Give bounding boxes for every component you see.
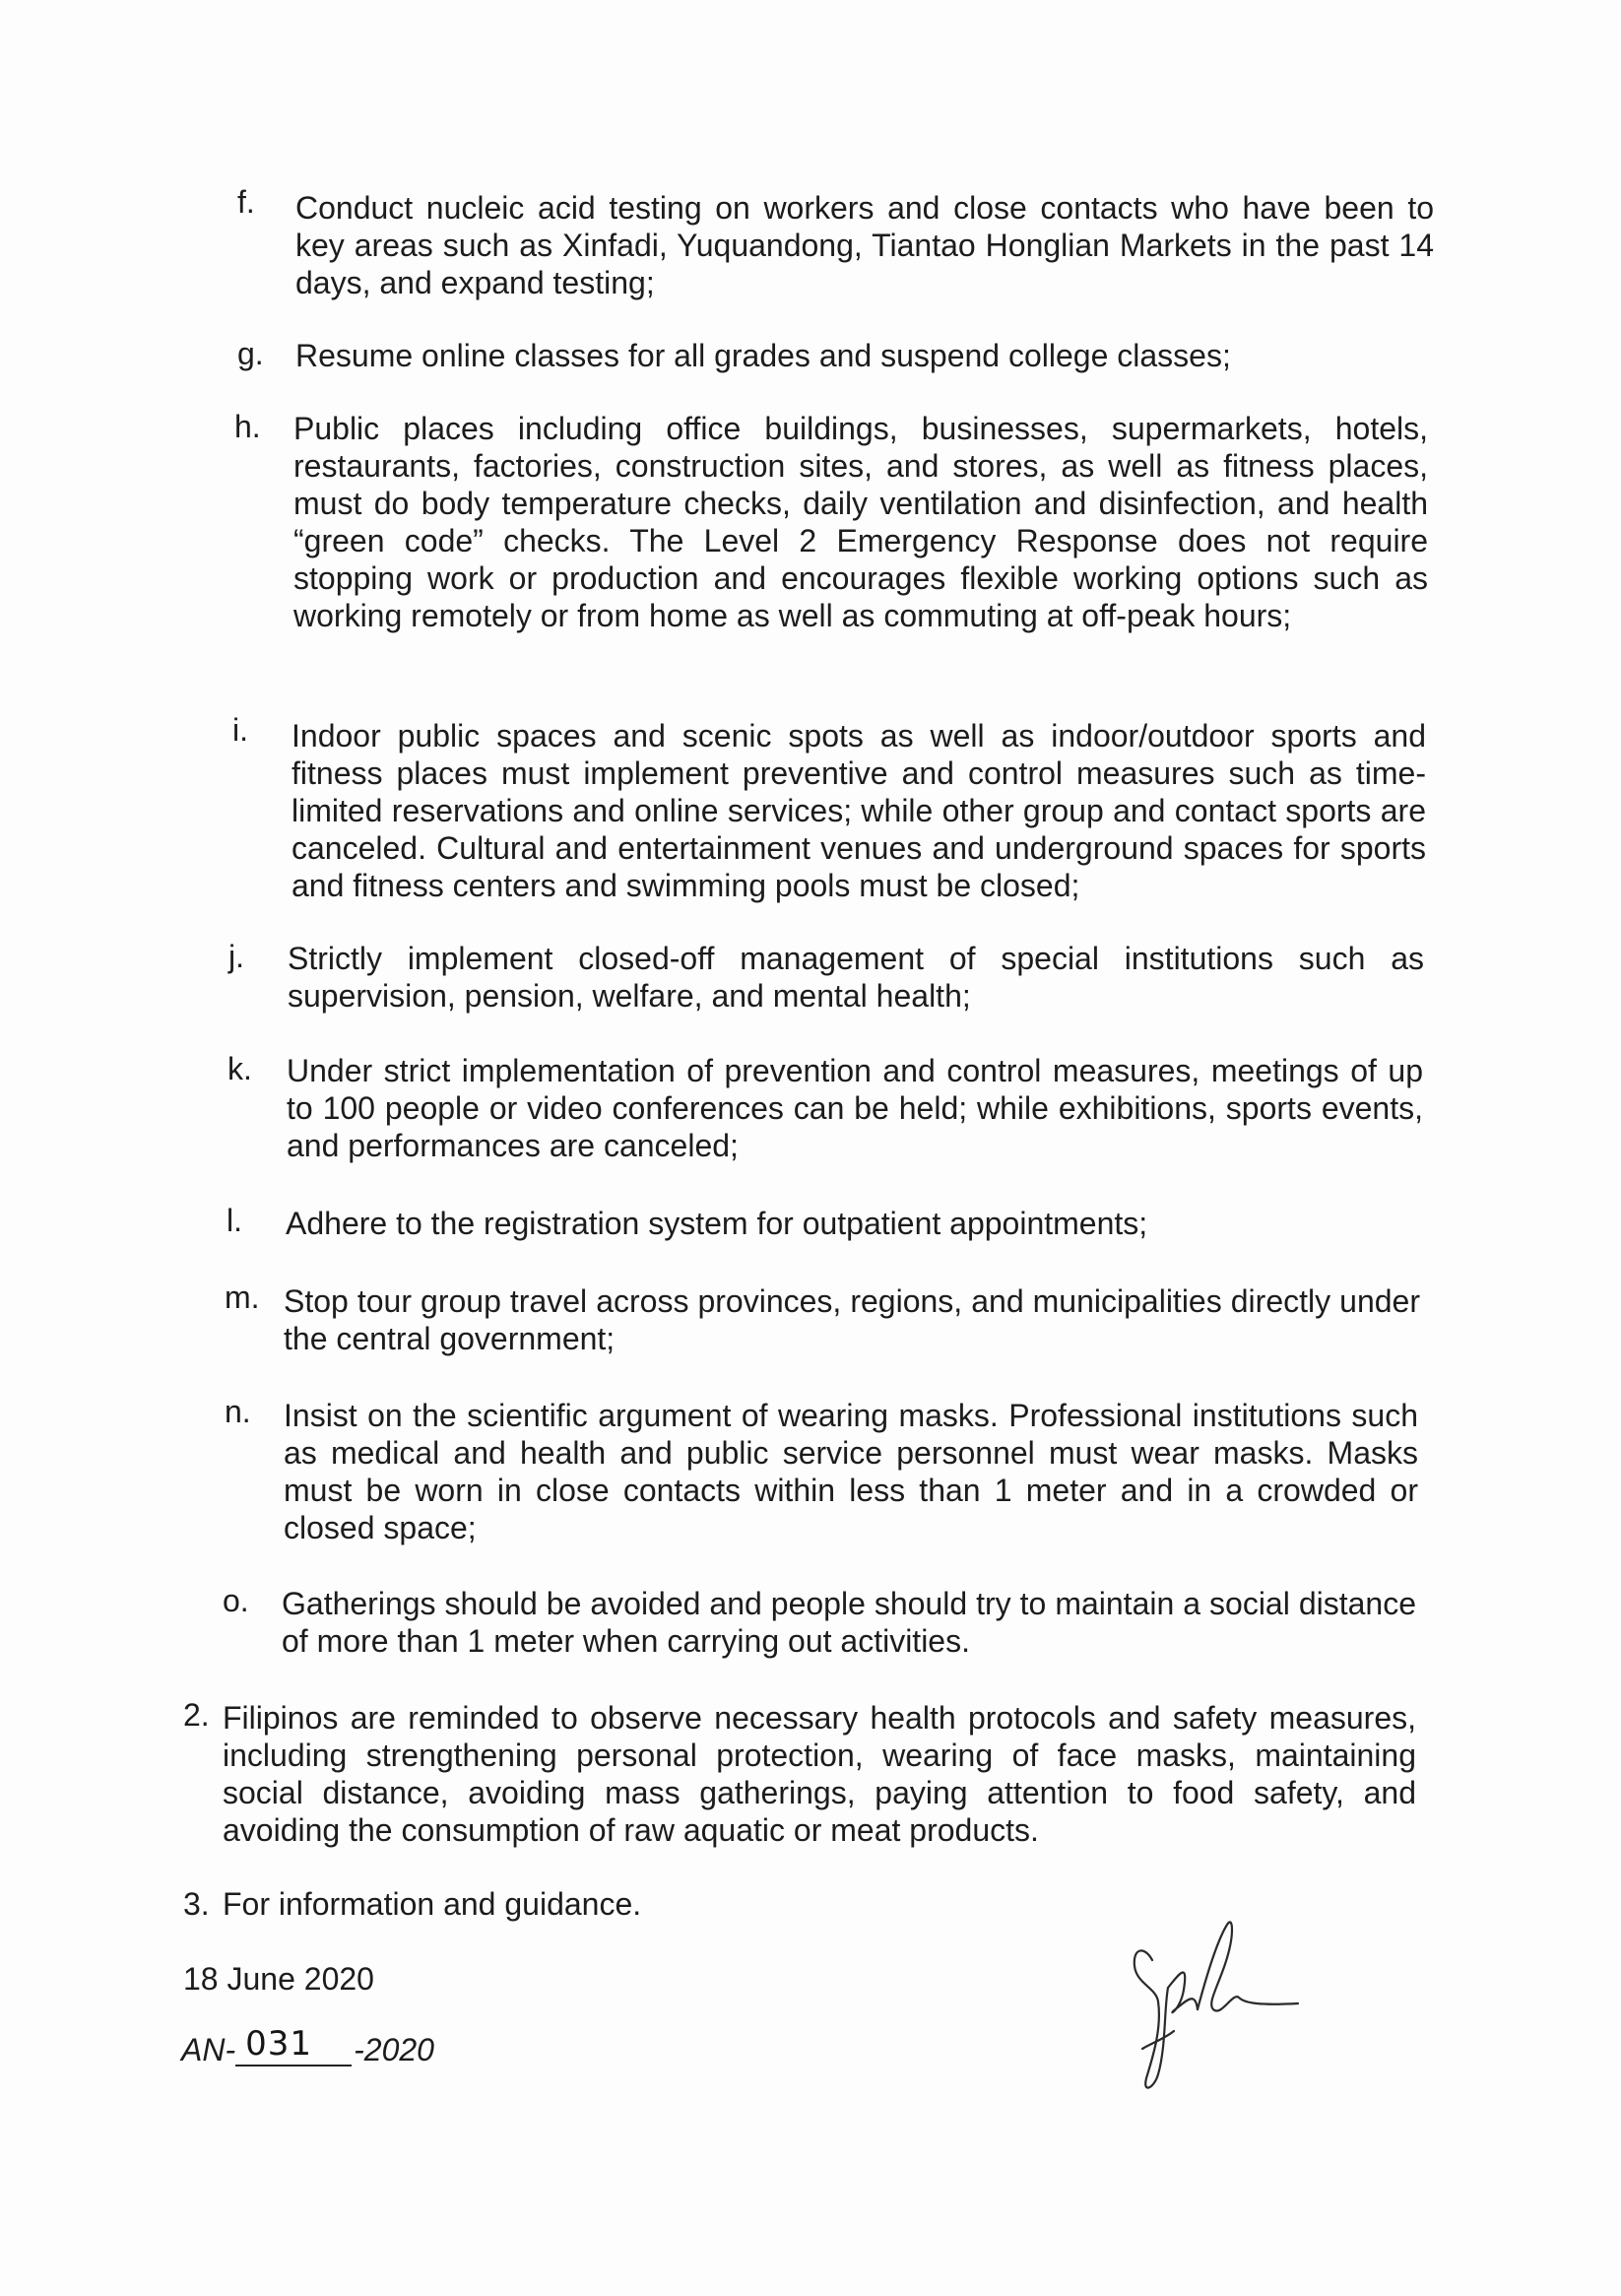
list-item-text: Under strict implementation of prevention and control measures, meetings of up to 100 people or video conferences can be held; while exhibitions, sports events, and performances are canceled;	[287, 1053, 1423, 1163]
list-marker: g.	[237, 336, 264, 371]
list-marker: n.	[225, 1394, 251, 1429]
list-item-text: Insist on the scientific argument of wearing masks. Professional institutions such as medical and health and public service personnel must wear masks. Masks must be worn in close contacts within less than 1 meter and in a crowded or closed space;	[284, 1398, 1418, 1545]
reference-prefix: AN-	[181, 2032, 236, 2067]
numbered-marker: 3.	[183, 1886, 210, 1922]
list-marker: f.	[237, 184, 255, 220]
list-marker: l.	[227, 1203, 242, 1238]
list-item-text: Stop tour group travel across provinces, regions, and municipalities directly under the central government;	[284, 1283, 1420, 1356]
list-item-text: Gatherings should be avoided and people should try to maintain a social distance of more than 1 meter when carrying out activities.	[282, 1586, 1416, 1659]
handwritten-number: 031	[245, 2024, 313, 2064]
numbered-marker: 2.	[183, 1697, 210, 1733]
numbered-item-text: For information and guidance.	[223, 1886, 642, 1922]
list-item-text: Resume online classes for all grades and suspend college classes;	[295, 338, 1231, 373]
list-marker: j.	[228, 939, 244, 974]
reference-suffix: -2020	[354, 2032, 434, 2067]
reference-number-field	[235, 2024, 352, 2066]
list-marker: k.	[227, 1051, 252, 1086]
reference-number	[181, 2024, 434, 2068]
list-item-text: Conduct nucleic acid testing on workers and close contacts who have been to key areas such as Xinfadi, Yuquandong, Tiantao Honglian Markets in the past 14 days, and expand testing;	[295, 190, 1434, 300]
list-item-text: Public places including office buildings, businesses, supermarkets, hotels, restaurants, factories, construction sites, and stores, as well as fitness places, must do body temperature checks, daily ventilation and disinfection, and health “green code” checks. The Level 2 Emergency Response does not require stopping work or production and encourages flexible working options such as working remotely or from home as well as commuting at off-peak hours;	[293, 411, 1428, 633]
document-date: 18 June 2020	[183, 1961, 374, 1997]
list-item-text: Strictly implement closed-off management of special institutions such as supervision, pension, welfare, and mental health;	[288, 941, 1424, 1014]
list-marker: o.	[223, 1583, 249, 1618]
list-item-text: Adhere to the registration system for outpatient appointments;	[286, 1206, 1148, 1241]
numbered-item-text: Filipinos are reminded to observe necessary health protocols and safety measures, including strengthening personal protection, wearing of face masks, maintaining social distance, avoiding mass gatherings, paying attention to food safety, and avoiding the consumption of raw aquatic or meat products.	[223, 1700, 1416, 1848]
list-marker: i.	[232, 712, 248, 748]
list-marker: h.	[234, 409, 261, 444]
list-marker: m.	[225, 1279, 260, 1315]
list-item-text: Indoor public spaces and scenic spots as well as indoor/outdoor sports and fitness places must implement preventive and control measures such as time-limited reservations and online services; while other group and contact sports are canceled. Cultural and entertainment venues and underground spaces for sports and fitness centers and swimming pools must be closed;	[292, 718, 1426, 903]
signature-mark	[1123, 1901, 1300, 2098]
